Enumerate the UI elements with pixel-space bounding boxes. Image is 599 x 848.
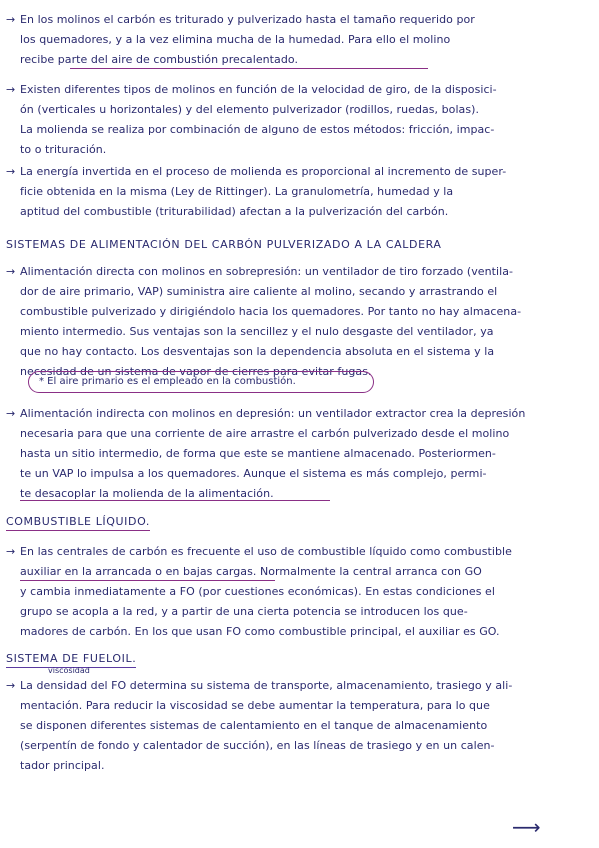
text-line: mentación. Para reducir la viscosidad se debe aumentar la temperatura, para lo que bbox=[20, 699, 490, 712]
arrow-bullet-icon: → bbox=[6, 13, 16, 26]
text-line: combustible pulverizado y dirigiéndolo hacia los quemadores. Por tanto no hay almacena- bbox=[20, 305, 522, 318]
annotation-viscosity: viscosidad bbox=[48, 666, 90, 675]
text-line: grupo se acopla a la red, y a partir de una cierta potencia se introducen los que- bbox=[20, 605, 468, 618]
text-line: Alimentación directa con molinos en sobrepresión: un ventilador de tiro forzado (ventila- bbox=[20, 265, 513, 278]
text-line: tador principal. bbox=[20, 759, 105, 772]
text-line: necesaria para que una corriente de aire arrastre el carbón pulverizado desde el molino bbox=[20, 427, 510, 440]
text-line: se disponen diferentes sistemas de calentamiento en el tanque de almacenamiento bbox=[20, 719, 488, 732]
text-line: auxiliar en la arrancada o en bajas cargas. Normalmente la central arranca con GO bbox=[20, 565, 482, 578]
arrow-bullet-icon: → bbox=[6, 165, 16, 178]
underline-highlight bbox=[20, 580, 275, 581]
text-line: dor de aire primario, VAP) suministra aire caliente al molino, secando y arrastrando el bbox=[20, 285, 498, 298]
underline-highlight bbox=[70, 68, 428, 69]
text-line: miento intermedio. Sus ventajas son la sencillez y el nulo desgaste del ventilador, ya bbox=[20, 325, 494, 338]
paragraph-milling-purpose bbox=[6, 10, 589, 70]
paragraph-grinding-energy bbox=[6, 162, 589, 222]
text-line: y cambia inmediatamente a FO (por cuestiones económicas). En estas condiciones el bbox=[20, 585, 495, 598]
arrow-bullet-icon: → bbox=[6, 679, 16, 692]
paragraph-fuel-oil-system bbox=[6, 676, 589, 776]
text-line: los quemadores, y a la vez elimina mucha de la humedad. Para ello el molino bbox=[20, 33, 451, 46]
section-heading-fuel-oil: SISTEMA DE FUELOIL. bbox=[6, 651, 136, 668]
text-line: (serpentín de fondo y calentador de succión), en las líneas de trasiego y en un calen- bbox=[20, 739, 495, 752]
paragraph-mill-types bbox=[6, 80, 589, 160]
arrow-bullet-icon: → bbox=[6, 83, 16, 96]
arrow-bullet-icon: → bbox=[6, 545, 16, 558]
circled-note-primary-air: * El aire primario es el empleado en la combustión. bbox=[28, 371, 374, 393]
text-line: ón (verticales u horizontales) y del elemento pulverizador (rodillos, ruedas, bolas). bbox=[20, 103, 480, 116]
arrow-bullet-icon: → bbox=[6, 265, 16, 278]
paragraph-auxiliary-fuel bbox=[6, 542, 589, 642]
text-line: Alimentación indirecta con molinos en depresión: un ventilador extractor crea la depresión bbox=[20, 407, 526, 420]
text-line: Existen diferentes tipos de molinos en función de la velocidad de giro, de la disposici- bbox=[20, 83, 497, 96]
text-line: te desacoplar la molienda de la alimentación. bbox=[20, 487, 274, 500]
paragraph-indirect-feed bbox=[6, 404, 589, 504]
paragraph-direct-feed bbox=[6, 262, 589, 382]
section-heading-feed-systems: SISTEMAS DE ALIMENTACIÓN DEL CARBÓN PULVERIZADO A LA CALDERA bbox=[6, 238, 442, 251]
text-line: que no hay contacto. Los desventajas son la dependencia absoluta en el sistema y la bbox=[20, 345, 495, 358]
text-line: ficie obtenida en la misma (Ley de Rittinger). La granulometría, humedad y la bbox=[20, 185, 454, 198]
text-line: te un VAP lo impulsa a los quemadores. Aunque el sistema es más complejo, permi- bbox=[20, 467, 487, 480]
text-line: La molienda se realiza por combinación de alguno de estos métodos: fricción, impac- bbox=[20, 123, 495, 136]
text-line: to o trituración. bbox=[20, 143, 107, 156]
arrow-bullet-icon: → bbox=[6, 407, 16, 420]
text-line: En las centrales de carbón es frecuente el uso de combustible líquido como combustible bbox=[20, 545, 512, 558]
next-page-arrow-icon: ⟶ bbox=[512, 815, 541, 839]
text-line: necesidad de un sistema de vapor de cierres para evitar fugas. bbox=[20, 365, 372, 378]
text-line: aptitud del combustible (triturabilidad) afectan a la pulverización del carbón. bbox=[20, 205, 449, 218]
section-heading-liquid-fuel: COMBUSTIBLE LÍQUIDO. bbox=[6, 514, 150, 531]
text-line: En los molinos el carbón es triturado y pulverizado hasta el tamaño requerido por bbox=[20, 13, 475, 26]
text-line: La energía invertida en el proceso de molienda es proporcional al incremento de super- bbox=[20, 165, 507, 178]
text-line: La densidad del FO determina su sistema de transporte, almacenamiento, trasiego y ali- bbox=[20, 679, 513, 692]
text-line: madores de carbón. En los que usan FO como combustible principal, el auxiliar es GO. bbox=[20, 625, 500, 638]
text-line: hasta un sitio intermedio, de forma que este se mantiene almacenado. Posteriormen- bbox=[20, 447, 496, 460]
text-line: recibe parte del aire de combustión precalentado. bbox=[20, 53, 298, 66]
underline-highlight bbox=[20, 500, 330, 501]
